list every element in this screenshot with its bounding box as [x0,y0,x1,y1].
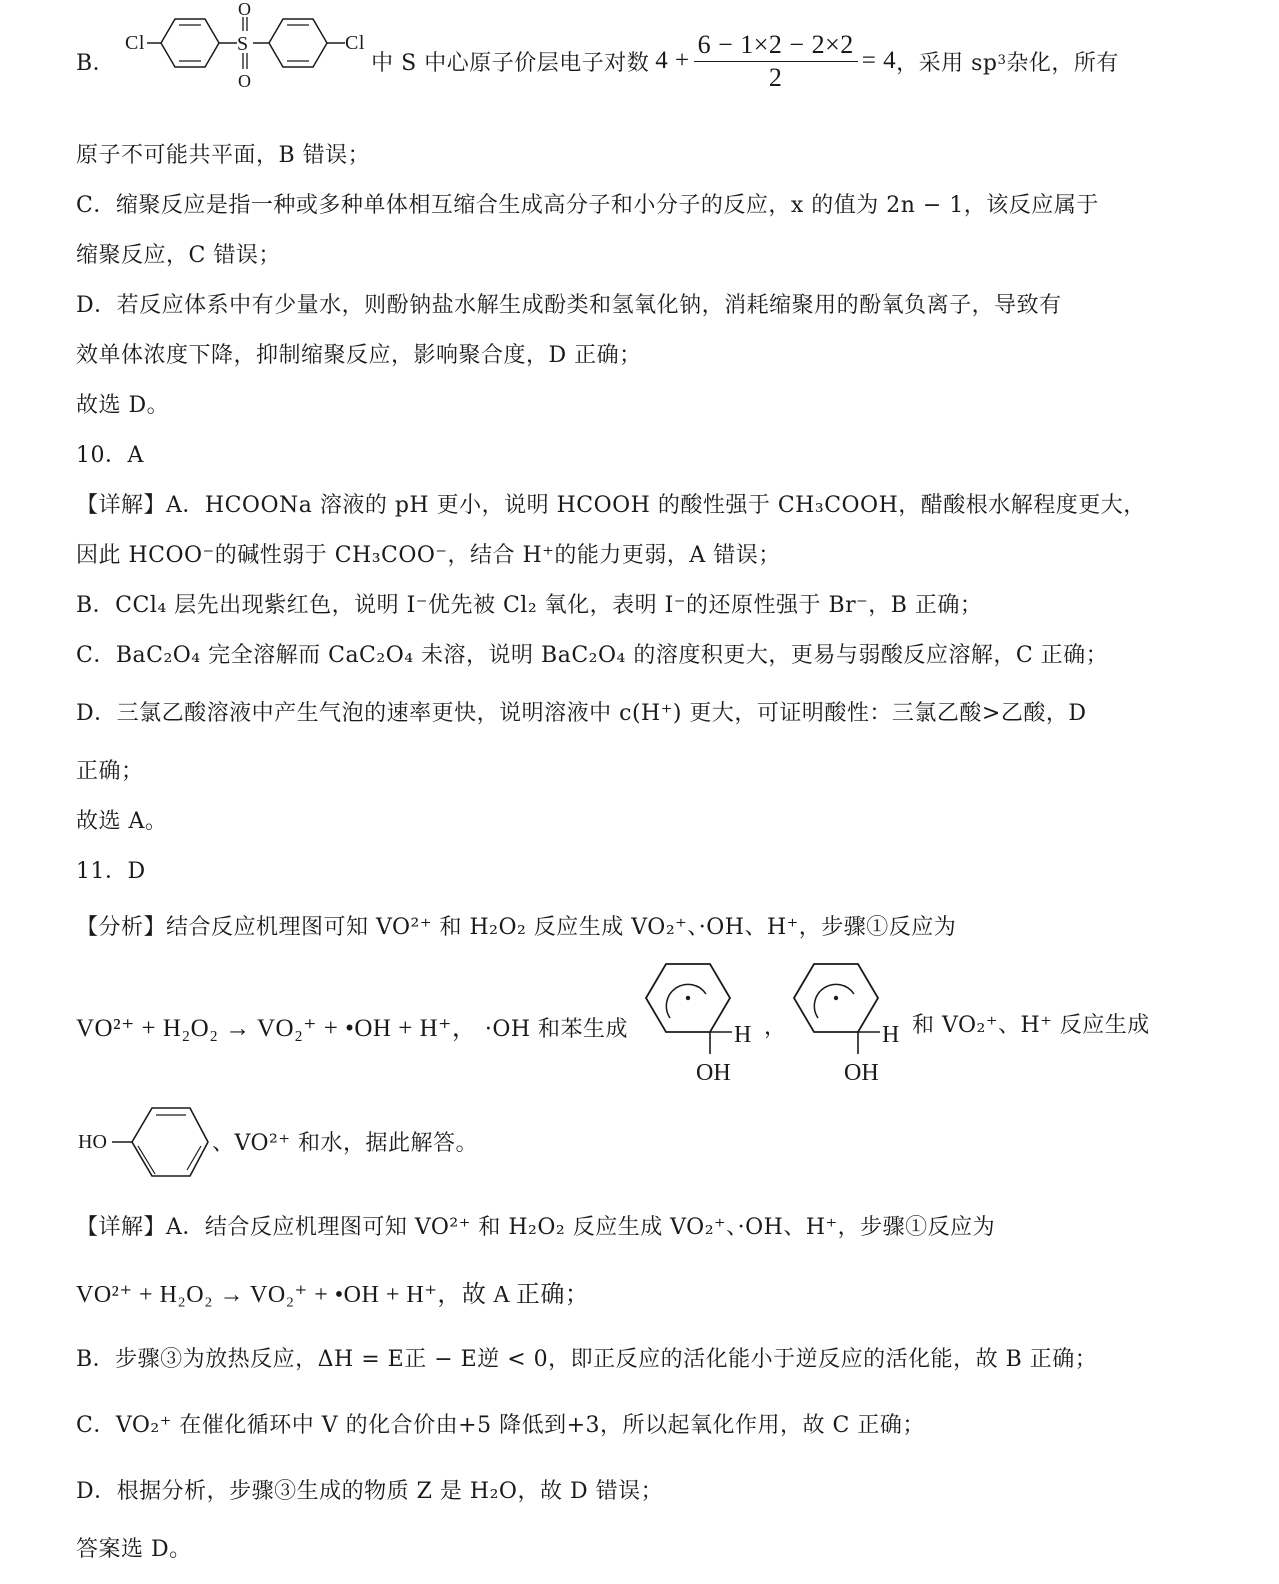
q10-header: 10．A [76,443,144,468]
fraction [694,29,858,94]
q11-option-c: C．VO₂⁺ 在催化循环中 V 的化合价由+5 降低到+3，所以起氧化作用，故 C 正确； [76,1413,925,1438]
q11-option-a-line2: VO²⁺ + H₂O₂ → VO₂⁺ + •OH + H⁺，故 A 正确； [76,1282,590,1308]
q11-option-b: B．步骤③为放热反应，ΔH = E正 − E逆 < 0，即正反应的活化能小于逆反应的活化能，故 B 正确； [76,1347,1098,1372]
q10-option-d-line1: D．三氯乙酸溶液中产生气泡的速率更快，说明溶液中 c(H⁺) 更大，可证明酸性：三氯乙酸>乙酸，D [76,701,1087,726]
q10-option-b: B．CCl₄ 层先出现紫红色，说明 I⁻优先被 Cl₂ 氧化，表明 I⁻的还原性强于 Br⁻，B 正确； [76,593,983,618]
text: 杂化，所有 [1006,50,1119,76]
q9-option-d-line1: D．若反应体系中有少量水，则酚钠盐水解生成酚类和氢氧化钠，消耗缩聚用的酚氧负离子，导致有 [76,293,1062,318]
hydroxycyclohexadienyl-radical-structure-2 [788,958,928,1088]
q9-option-c-line2: 缩聚反应，C 错误； [76,243,281,268]
equation: VO²⁺ + H₂O₂ → VO₂⁺ + •OH + H⁺， [76,1015,478,1042]
q11-header: 11．D [76,859,146,884]
svg-text:Cl: Cl [125,32,146,54]
separator: ， [764,1015,787,1040]
svg-text:OH: OH [844,1060,879,1086]
option-label: B． [76,50,116,76]
q10-option-d-line2: 正确； [76,759,144,784]
q10-option-a-line1: 【详解】A．HCOONa 溶液的 pH 更小，说明 HCOOH 的酸性强于 CH₃COOH，醋酸根水解程度更大， [76,493,1146,518]
q11-answer: 答案选 D。 [76,1537,192,1562]
hydroxycyclohexadienyl-radical-structure-1 [640,958,780,1088]
q9-option-d-line2: 效单体浓度下降，抑制缩聚反应，影响聚合度，D 正确； [76,343,642,368]
svg-text:H: H [734,1022,752,1048]
svg-text:H: H [882,1022,900,1048]
math-lead: 4 + [655,47,690,74]
svg-text:HO: HO [78,1131,107,1153]
q10-option-c: C．BaC₂O₄ 完全溶解而 CaC₂O₄ 未溶，说明 BaC₂O₄ 的溶度积更大，更易与弱酸反应溶解，C 正确； [76,643,1109,668]
text: ·OH 和苯生成 [484,1017,629,1042]
q9-option-b-line1: B． Cl S O O Cl 中 S 中心原子价层电子对数 4 + $\frac{6 - 1\times 2 - 2\times 2}{2}$ = 4 ，采用 sp 3 杂化，所有 [76,26,1119,96]
q9-answer: 故选 D。 [76,393,170,418]
q9-option-b-line2: 原子不可能共平面，B 错误； [76,143,371,168]
phenol-structure [76,1104,216,1184]
q11-analysis-equation-line [76,1008,628,1044]
svg-text:Cl: Cl [345,32,366,54]
q11-analysis-tail: 和 VO₂⁺、H⁺ 反应生成 [912,1013,1150,1038]
svg-text:S: S [237,33,249,55]
q9-option-c-line1: C．缩聚反应是指一种或多种单体相互缩合生成高分子和小分子的反应，x 的值为 2n − 1，该反应属于 [76,193,1099,218]
fraction-denominator: 2 [768,62,783,92]
text: ，采用 sp [896,50,998,76]
q11-option-a-line1: 【详解】A．结合反应机理图可知 VO²⁺ 和 H₂O₂ 反应生成 VO₂⁺、·OH、H⁺，步骤①反应为 [76,1215,996,1240]
bis-chlorophenyl-sulfone-structure [115,0,395,111]
svg-text:OH: OH [696,1060,731,1086]
svg-text:O: O [238,71,252,91]
math-tail: = 4 [861,47,897,74]
q11-analysis-line3: 、VO²⁺ 和水，据此解答。 [212,1131,478,1156]
q10-answer: 故选 A。 [76,809,168,834]
q11-option-d: D．根据分析，步骤③生成的物质 Z 是 H₂O，故 D 错误； [76,1479,664,1504]
fraction-numerator: 6 − 1×2 − 2×2 [694,29,858,62]
q10-option-a-line2: 因此 HCOO⁻的碱性弱于 CH₃COO⁻，结合 H⁺的能力更弱，A 错误； [76,543,781,568]
svg-text:O: O [238,0,252,19]
text: 中 S 中心原子价层电子对数 [371,50,650,76]
q11-analysis-line1: 【分析】结合反应机理图可知 VO²⁺ 和 H₂O₂ 反应生成 VO₂⁺、·OH、H⁺，步骤①反应为 [76,915,957,940]
